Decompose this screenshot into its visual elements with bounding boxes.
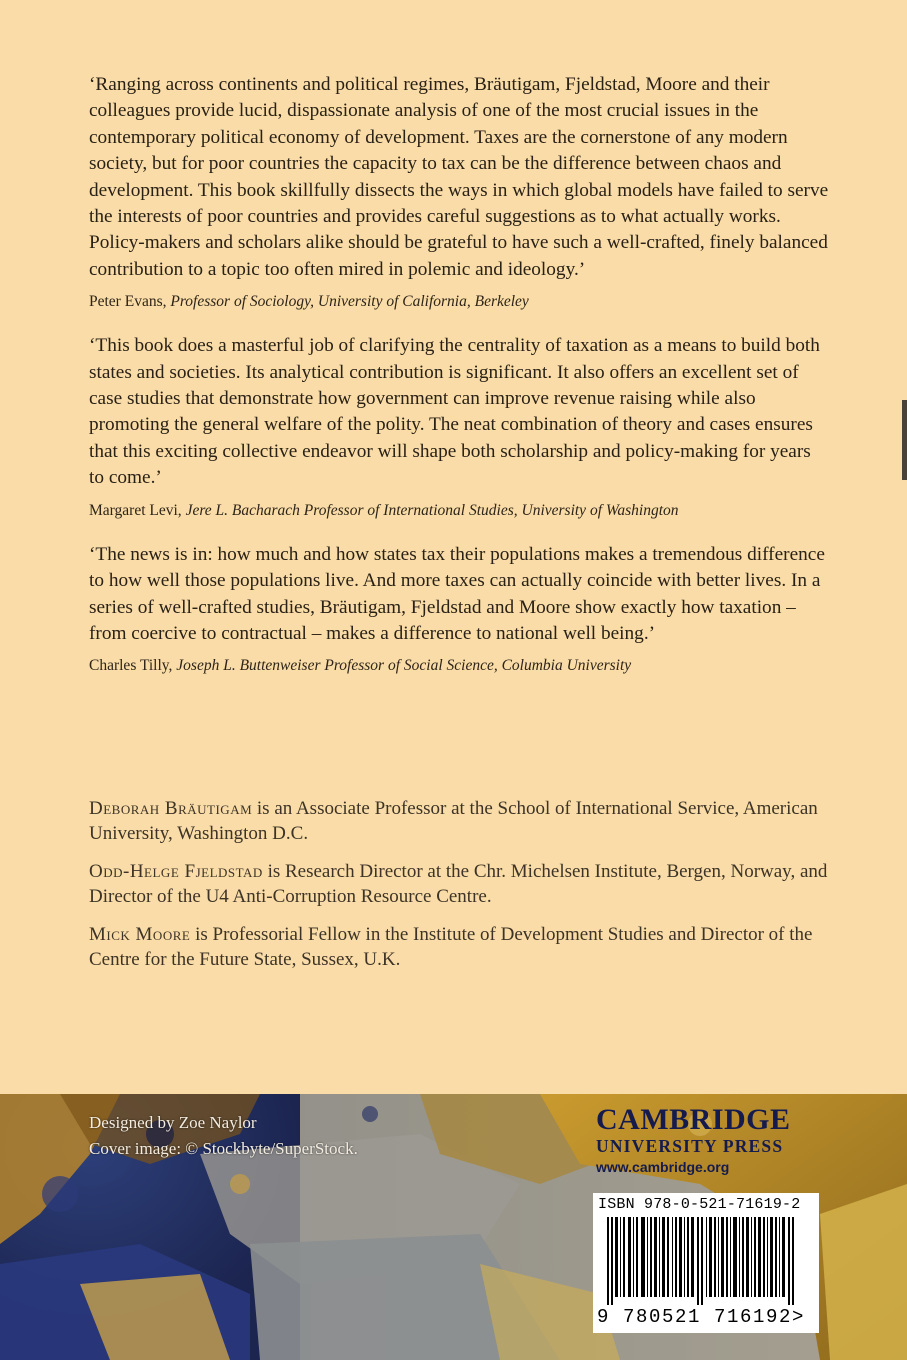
- review-attribution: [89, 291, 829, 313]
- author-bio: [89, 859, 849, 909]
- cover-image-credit: Cover image: © Stockbyte/SuperStock.: [89, 1139, 358, 1158]
- reviewer-name: Peter Evans,: [89, 293, 167, 311]
- author-bio: [89, 796, 849, 846]
- publisher-press: UNIVERSITY PRESS: [596, 1136, 784, 1156]
- spine-edge: [902, 400, 907, 480]
- reviewer-name: Charles Tilly,: [89, 657, 173, 675]
- barcode-bars: [601, 1217, 811, 1305]
- reviewer-title: Professor of Sociology, University of California, Berkeley: [170, 293, 529, 311]
- author-bio: [89, 922, 849, 972]
- publisher-url: www.cambridge.org: [596, 1159, 730, 1175]
- reviewer-name: Margaret Levi,: [89, 501, 182, 519]
- review-quote: ‘Ranging across continents and political regimes, Bräutigam, Fjeldstad, Moore and their colleagues provide lucid, dispassionate analysis of one of the most crucial issues in the contemporary political economy of development. Taxes are the cornerstone of any modern society, but for poor countries the capacity to tax can be the difference between chaos and development. This book skillfully dissects the ways in which global models have failed to serve the interests of poor countries and provides careful suggestions as to what actually works. Policy-makers and scholars alike should be grateful to have such a well-crafted, finely balanced contribution to a topic too often mired in polemic and ideology.’: [89, 74, 829, 280]
- author-name: Deborah Bräutigam: [89, 798, 253, 819]
- isbn-barcode: [593, 1193, 819, 1333]
- review-attribution: [89, 655, 829, 677]
- author-description: is Professorial Fellow in the Institute of Development Studies and Director of the Centre for the Future State, Sussex, U.K.: [89, 924, 813, 970]
- designer-credit: Designed by Zoe Naylor: [89, 1113, 257, 1132]
- barcode-number: 9 780521 716192: [597, 1306, 793, 1328]
- isbn-label: ISBN 978-0-521-71619-2: [598, 1196, 801, 1213]
- author-description: is an Associate Professor at the School of International Service, American University, Washington D.C.: [89, 798, 818, 844]
- barcode-digits: [597, 1306, 805, 1328]
- review-quote: ‘This book does a masterful job of clarifying the centrality of taxation as a means to build both states and societies. Its analytical contribution is significant. It also offers an excellent set of case studies that demonstrate how government can improve revenue raising while also promoting the general welfare of the polity. The neat combination of theory and cases ensures that this exciting collective endeavor will shape both scholarship and policy-making for years to come.’: [89, 335, 820, 489]
- reviewer-title: Joseph L. Buttenweiser Professor of Social Science, Columbia University: [176, 657, 632, 675]
- publisher-logo: [596, 1104, 826, 1178]
- author-description: is Research Director at the Chr. Michelsen Institute, Bergen, Norway, and Director of the U4 Anti-Corruption Resource Centre.: [89, 861, 828, 907]
- barcode-end-mark: >: [792, 1306, 806, 1328]
- author-bios: [89, 796, 849, 985]
- cover-credits: [89, 1110, 358, 1162]
- review-attribution: [89, 500, 829, 522]
- reviews-section: [89, 72, 829, 697]
- review-quote: ‘The news is in: how much and how states tax their populations makes a tremendous difference to how well those populations live. And more taxes can actually coincide with better lives. In a series of well-crafted studies, Bräutigam, Fjeldstad and Moore show exactly how taxation – from coercive to contractual – makes a difference to national well being.’: [89, 543, 825, 644]
- reviewer-title: Jere L. Bacharach Professor of International Studies, University of Washington: [185, 501, 679, 519]
- author-name: Mick Moore: [89, 924, 191, 945]
- publisher-name: CAMBRIDGE: [596, 1103, 791, 1136]
- author-name: Odd-Helge Fjeldstad: [89, 861, 263, 882]
